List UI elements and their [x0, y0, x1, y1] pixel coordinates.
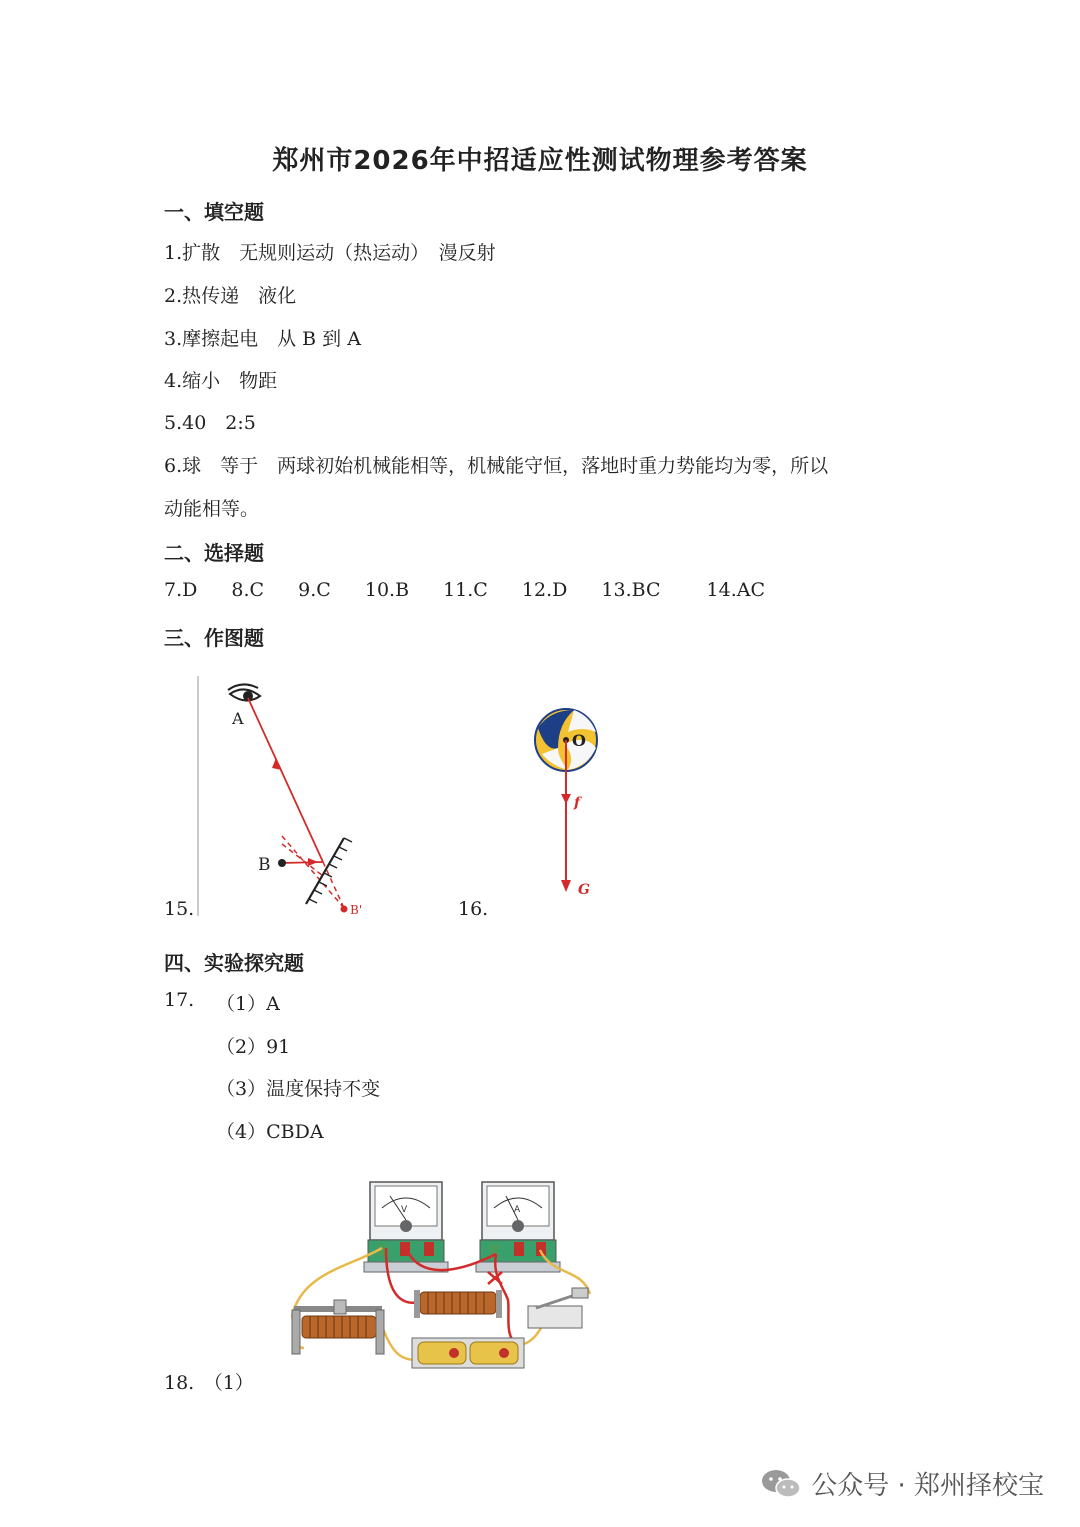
- section-heading-experiment: 四、实验探究题: [164, 951, 304, 975]
- answer-q4: 4.缩小 物距: [164, 370, 278, 392]
- cross-mark-icon: [488, 1272, 502, 1284]
- rheostat: [292, 1300, 384, 1354]
- switch: [528, 1288, 588, 1328]
- answer-q5: 5.40 2:5: [164, 412, 256, 434]
- section-heading-drawing: 三、作图题: [164, 626, 264, 650]
- page-title: 郑州市2026年中招适应性测试物理参考答案: [272, 146, 808, 176]
- answer-q17-2: （2）91: [216, 1036, 291, 1058]
- watermark: [761, 1465, 1044, 1502]
- choice-answer: 13.BC: [601, 579, 661, 601]
- answer-q3: 3.摩擦起电 从 B 到 A: [164, 328, 361, 350]
- ammeter-label: A: [514, 1205, 521, 1215]
- choice-answer: 9.C: [298, 579, 331, 601]
- point-b-prime-label: B': [350, 903, 363, 917]
- center-o-label: O: [572, 731, 586, 750]
- answer-q17-1: （1）A: [216, 993, 280, 1015]
- answer-q2: 2.热传递 液化: [164, 285, 297, 307]
- section-heading-fill: 一、填空题: [164, 200, 264, 224]
- point-b-label: B: [258, 855, 271, 875]
- volleyball-force-diagram: [528, 704, 618, 904]
- point-a-label: A: [232, 709, 244, 728]
- choice-answer: 10.B: [364, 579, 410, 601]
- choice-answer: 8.C: [231, 579, 265, 601]
- answer-q17-4: （4）CBDA: [216, 1121, 324, 1143]
- q16-label: 16.: [458, 898, 489, 920]
- mirror-reflection-diagram: [196, 676, 376, 921]
- choice-answer: 12.D: [521, 579, 568, 601]
- resistor: [414, 1290, 502, 1318]
- voltmeter-label: V: [401, 1205, 408, 1215]
- friction-f-label: f: [574, 795, 581, 811]
- section-heading-choice: 二、选择题: [164, 541, 264, 565]
- answer-q6-line2: 动能相等。: [164, 498, 260, 520]
- choice-answer: 14.AC: [706, 579, 766, 601]
- choice-answer: 11.C: [443, 579, 488, 601]
- circuit-diagram: [282, 1176, 612, 1376]
- wechat-icon: [761, 1467, 801, 1501]
- q18-label: 18. （1）: [164, 1372, 254, 1394]
- answer-q6-line1: 6.球 等于 两球初始机械能相等，机械能守恒，落地时重力势能均为零，所以: [164, 455, 829, 477]
- answer-q17-3: （3）温度保持不变: [216, 1078, 381, 1100]
- answer-q1: 1.扩散 无规则运动（热运动） 漫反射: [164, 242, 496, 264]
- eye-icon: [228, 684, 260, 701]
- choice-answer: 7.D: [164, 579, 198, 601]
- q17-label: 17.: [164, 989, 195, 1011]
- choice-answers: [164, 579, 793, 601]
- watermark-text: 公众号 · 郑州择校宝: [811, 1471, 1044, 1501]
- q15-label: 15.: [164, 898, 195, 920]
- gravity-g-label: G: [578, 882, 590, 898]
- battery-box: [412, 1338, 524, 1368]
- voltmeter: [364, 1182, 448, 1272]
